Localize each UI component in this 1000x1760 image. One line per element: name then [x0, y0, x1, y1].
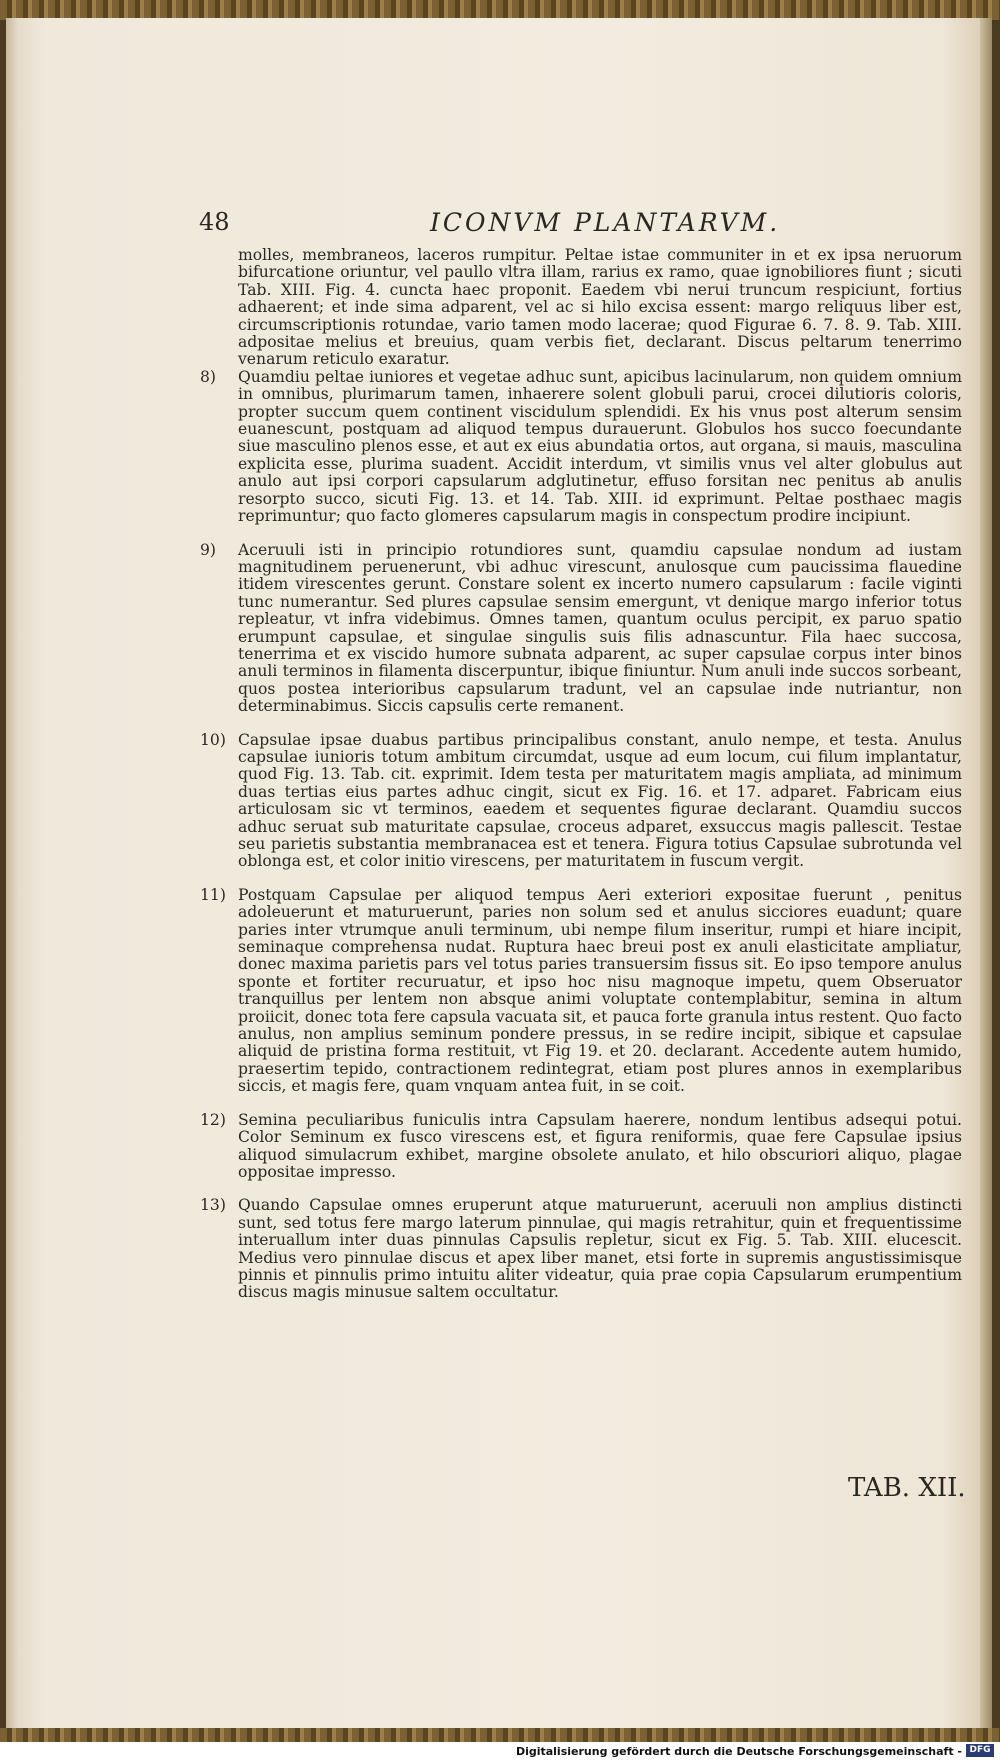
paragraph-number: 12) [200, 1110, 226, 1129]
paragraph-continued [200, 247, 962, 369]
page-edge [980, 18, 992, 1728]
paragraph-text: Quando Capsulae omnes eruperunt atque maturuerunt, aceruuli non amplius distincti sunt, sed totus fere margo laterum pinnulae, qui magis retrahitur, quin et frequentissime interuallum inter duas pinnulas Capsulis repletur, sicut ex Fig. 5. Tab. XIII. elucescit. Medius vero pinnulae discus et apex liber manet, etsi forte in supremis angustissimisque pinnis et pinnulis primo intuitu aliter videatur, quia prae copia Capsularum erumpentium discus magis minusue saltem occultatur. [238, 1196, 962, 1302]
page-number: 48 [199, 208, 230, 236]
paragraph-text: Aceruuli isti in principio rotundiores sunt, quamdiu capsulae nondum ad iustam magnitudinem peruenerunt, vbi adhuc virescunt, anulosque cum paucissima flauedine itidem virescentes gerunt. Constare solent ex incerto numero capsularum : facile viginti tunc numerantur. Sed plures capsulae sensim emergunt, vt denique margo inferior totus repleatur, vt infra videbimus. Omnes tamen, quantum oculus percipit, ex paruo spatio erumpunt capsulae, et singulae singulis suis filis adnascuntur. Fila haec succosa, tenerrima et ex viscido humore subnata adparent, ac super capsulae corpus inter binos anuli terminos in filamenta discerpuntur, ibique finiuntur. Num anuli inde succos sorbeant, quos postea interioribus capsularum tradunt, vel an capsulae inde nutriantur, non determinabimus. Siccis capsulis certe remanent. [238, 540, 962, 716]
paragraph-10 [200, 732, 962, 871]
paragraph-number: 11) [200, 885, 226, 904]
digitization-credit: Digitalisierung gefördert durch die Deutsche Forschungsgemeinschaft - [515, 1745, 962, 1758]
page-body [200, 247, 962, 1302]
top-binding-strip [0, 0, 1000, 20]
paragraph-number: 10) [200, 730, 226, 749]
paragraph-text: Semina peculiaribus funiculis intra Capsulam haerere, nondum lentibus adsequi potui. Color Seminum ex fusco virescens est, et figura reniformis, quae fere Capsulae ipsius aliquod simulacrum exhibet, margine obsolete anulato, et hilo obscuriori aliquo, plagae oppositae impresso. [238, 1110, 962, 1181]
paragraph-text: molles, membraneos, laceros rumpitur. Peltae istae communiter in et ex ipsa neruorum bifurcatione oriuntur, vel paullo vltra illam, rarius ex ramo, quae ignobiliores fiunt ; sicuti Tab. XIII. Fig. 4. cuncta haec proponit. Eaedem vbi nerui truncum respiciunt, fortius adhaerent; et inde sima adparent, vel ac si hilo excisa essent: margo reliquus liber est, circumscriptionis rotundae, vario tamen modo lacerae; quod Figurae 6. 7. 8. 9. Tab. XIII. adpositae melius et breuius, quam verbis fiet, declarant. Discus peltarum tenerrimo venarum reticulo exaratur. [238, 246, 962, 369]
paragraph-text: Quamdiu peltae iuniores et vegetae adhuc sunt, apicibus lacinularum, non quidem omnium in omnibus, plurimarum tamen, inhaerere solent globuli parui, crocei dilutioris coloris, propter succum quem continent viscidulum splendidi. Ex his vnus post alterum sensim euanescunt, postquam ad aliquod tempus durauerunt. Globulos hos succo foecundante siue masculino plenos esse, et aut ex eius abundatia ortos, aut organa, si mauis, masculina explicita esse, plurima suadent. Accidit interdum, vt similis vnus vel alter globulus aut anulo aut ipsi corpori capsularum adglutinetur, effuso forsitan nec penitus ab anulis resorpto succo, sicuti Fig. 13. et 14. Tab. XIII. id exprimunt. Peltae posthaec magis reprimuntur; quo facto glomeres capsularum magis in conspectum prodire incipiunt. [238, 367, 962, 526]
running-title: ICONVM PLANTARVM. [430, 208, 781, 237]
paragraph-number: 9) [200, 540, 217, 559]
bottom-binding-strip [0, 1728, 1000, 1742]
catchword: TAB. XII. [848, 1473, 966, 1503]
paragraph-number: 8) [200, 367, 217, 386]
paragraph-text: Capsulae ipsae duabus partibus principalibus constant, anulo nempe, et testa. Anulus capsulae iunioris totum ambitum circumdat, usque ad eum locum, cui filum implantatur, quod Fig. 13. Tab. cit. exprimit. Idem testa per maturitatem magis ampliata, ad minimum duas tertias eius partes adhuc cingit, sicut ex Fig. 16. et 17. adparet. Fabricam eius articulosam sic vt terminos, eaedem et sequentes figurae declarant. Quamdiu succos adhuc seruat sub maturitate capsulae, croceus adparet, exsuccus magis pallescit. Testae seu parietis substantia membranacea est et tenera. Figura totius Capsulae subrotunda vel oblonga est, et color initio virescens, per maturitatem in fuscum vergit. [238, 730, 962, 871]
paragraph-9 [200, 542, 962, 716]
paragraph-13 [200, 1197, 962, 1301]
dfg-logo: DFG [966, 1744, 994, 1757]
paragraph-text: Postquam Capsulae per aliquod tempus Aeri exteriori expositae fuerunt , penitus adoleuerunt et maturuerunt, paries non solum sed et anulus sicciores euadunt; quare paries inter vtrumque anuli terminum, ubi nempe filum inseritur, rumpi et hiare incipit, seminaque comprehensa nudat. Ruptura haec breui post ex anuli elasticitate ampliatur, donec maxima parietis pars vel totus paries transuersim fissus sit. Eo ipso tempore anulus sponte et fortiter recuruatur, et ipso hoc nisu magnoque impetu, quem Obseruator tranquillus per lentem non absque animi voluptate contemplabitur, semina in altum proiicit, donec tota fere capsula vacuata sit, et pauca forte granula intus restent. Quo facto anulus, non amplius seminum pondere pressus, in se redire incipit, sibique et capsulae aliquid de pristina forma restituit, vt Fig 19. et 20. declarant. Accedente autem humido, praesertim tepido, contractionem redintegrat, etiam post plures annos in exemplaribus siccis, et magis fere, quam vnquam antea fuit, in se coit. [238, 885, 962, 1096]
paragraph-number: 13) [200, 1196, 226, 1215]
paragraph-8 [200, 369, 962, 526]
paragraph-11 [200, 887, 962, 1096]
paragraph-12 [200, 1112, 962, 1182]
